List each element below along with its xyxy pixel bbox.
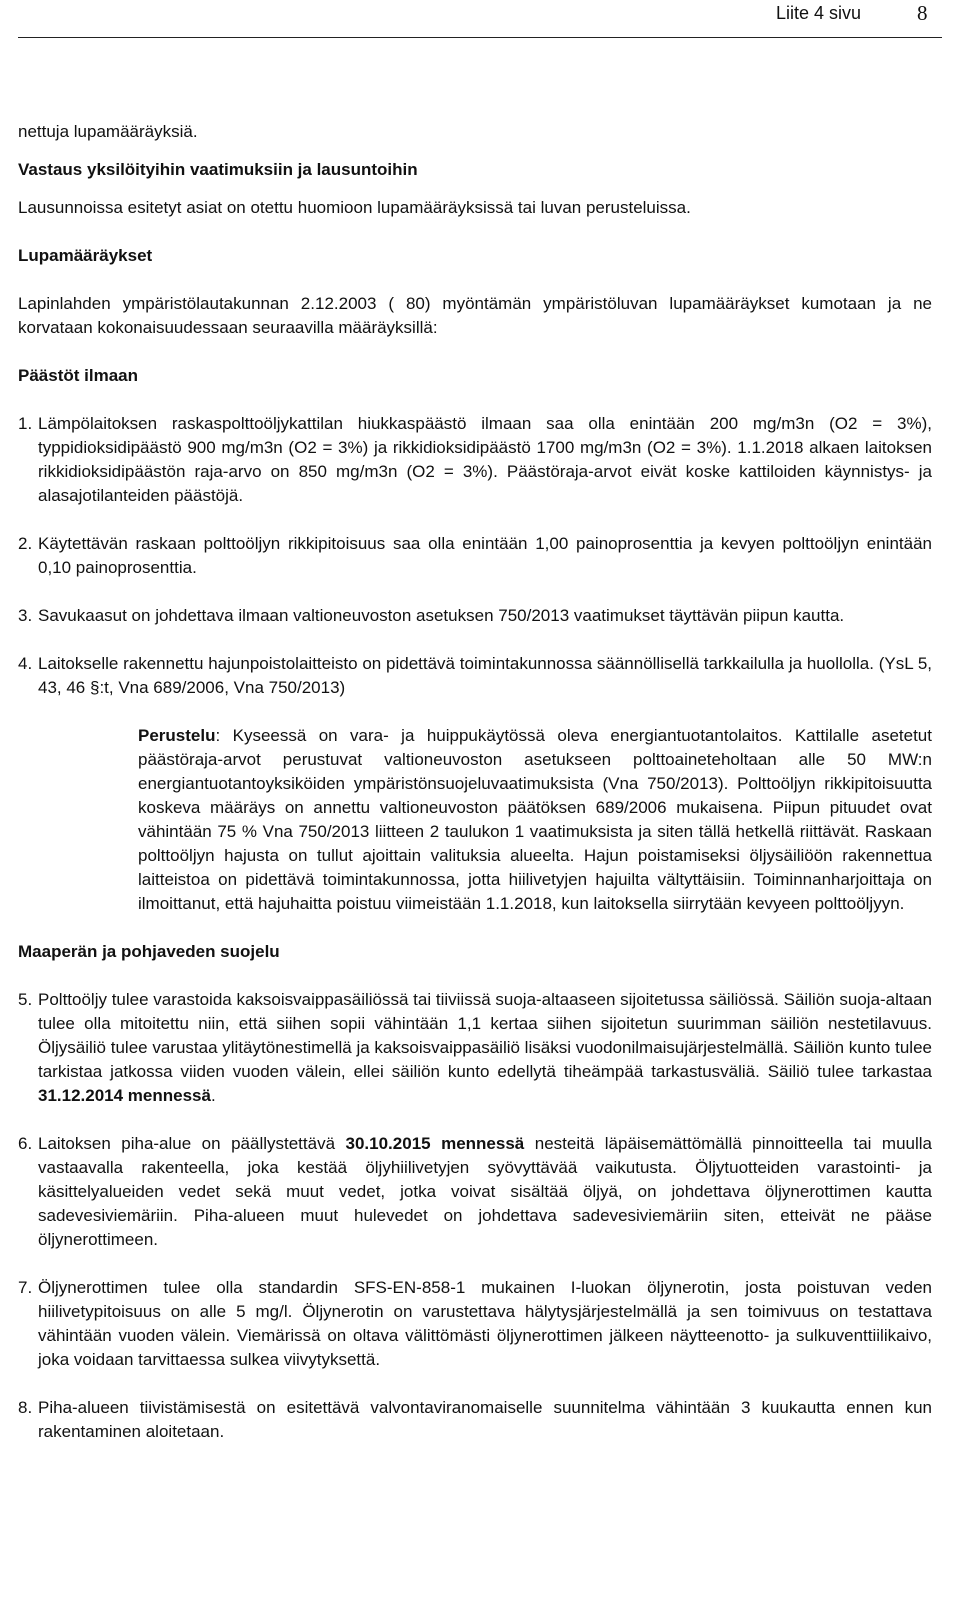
item-number: 7. [18, 1278, 33, 1297]
rationale-text: : Kyseessä on vara- ja huippukäytössä oleva energiantuotantolaitos. Kattilalle asetetut päästöraja-arvot perustuvat valtioneuvoston asetukseen polttoaineteholtaan alle 50 MW:n energiantuotantoyksiköiden ympäristönsuojeluvaatimuksista (Vna 750/2013). Polttoöljyn rikkipitoisuutta koskeva määräys on annettu valtioneuvoston päätöksen 689/2006 mukaisena. Piipun pituudet ovat vähintään 75 % Vna 750/2013 liitteen 2 taulukon 1 vaatimuksista ja siten tällä hetkellä riittävät. Raskaan polttoöljyn hajusta on tullut ajoittain valituksia alueelta. Hajun poistamiseksi öljysäiliöön rakennettua laitteistoa on pidettävä toimintakunnossa, jotta hiilivetyjen hajuilta vältyttäisiin. Toiminnanharjoittaja on ilmoittanut, että hajuhaitta poistuu viimeistään 1.1.2018, kun laitoksella siirrytään kevyeen polttoöljyyn. [138, 726, 932, 913]
item-text-part: . [210, 1086, 216, 1105]
page-number: 8 [917, 1, 928, 25]
responses-paragraph: Lausunnoissa esitetyt asiat on otettu huomioon lupamääräyksissä tai luvan perusteluissa. [18, 198, 691, 217]
item-text-part: Laitoksen piha-alue on päällystettävä [38, 1134, 346, 1153]
heading-soil-groundwater: Maaperän ja pohjaveden suojelu [18, 942, 280, 961]
item-text: Öljynerottimen tulee olla standardin SFS-EN-858-1 mukainen I-luokan öljynerotin, josta poistuvan veden hiilivetypitoisuus on alle 5 mg/l. Öljynerotin on varustettava hälytysjärjestelmällä ja sen toimivuus on testattava vähintään vuoden välein. Viemärissä on oltava välittömästi öljynerottimen jälkeen näytteenotto- ja sulkuventtiilikaivo, joka voidaan tarvittaessa sulkea viivytyksettä. [38, 1278, 932, 1369]
item-text: Savukaasut on johdettava ilmaan valtioneuvoston asetuksen 750/2013 vaatimukset täyttävän piipun kautta. [38, 606, 845, 625]
provision-item-8 [18, 1396, 932, 1444]
header-divider [18, 37, 942, 38]
item-number: 1. [18, 414, 33, 433]
item-number: 5. [18, 990, 33, 1009]
item-text: Laitokselle rakennettu hajunpoistolaitteisto on pidettävä toimintakunnossa säännöllisellä tarkkailulla ja huollolla. (YsL 5, 43, 46 §:t, Vna 689/2006, Vna 750/2013) [38, 654, 932, 697]
rationale-paragraph [138, 724, 932, 916]
heading-responses: Vastaus yksilöityihin vaatimuksiin ja lausuntoihin [18, 160, 418, 179]
provision-item-5 [18, 988, 932, 1108]
item-text-part: Polttoöljy tulee varastoida kaksoisvaippasäiliössä tai tiiviissä suoja-altaaseen sijoitetussa säiliössä. Säiliön suoja-altaan tulee olla mitoitettu niin, että siihen sopii vähintään 1,1 kertaa siihen sijoitetun suurimman säiliön nestetilavuus. Öljysäiliö tulee varustaa ylitäytönestimellä ja kaksoisvaippasäiliö lisäksi vuodonilmaisujärjestelmällä. Säiliön kunto tulee tarkistaa jatkossa viiden vuoden välein, ellei säiliön kunto edellytä tiheämpää tarkastusväliä. Säiliö tulee tarkastaa [38, 990, 932, 1081]
provision-item-7 [18, 1276, 932, 1372]
provision-item-2 [18, 532, 932, 580]
deadline-emphasis: 30.10.2015 mennessä [345, 1134, 525, 1153]
provision-item-1 [18, 412, 932, 508]
provision-item-4 [18, 652, 932, 700]
deadline-emphasis: 31.12.2014 mennessä [38, 1086, 211, 1105]
item-number: 6. [18, 1134, 33, 1153]
heading-air-emissions: Päästöt ilmaan [18, 366, 138, 385]
permit-provisions-paragraph: Lapinlahden ympäristölautakunnan 2.12.2003 ( 80) myöntämän ympäristöluvan lupamääräykset kumotaan ja ne korvataan kokonaisuudessaan seuraavilla määräyksillä: [18, 294, 932, 337]
item-text: Lämpölaitoksen raskaspolttoöljykattilan hiukkaspäästö ilmaan saa olla enintään 200 mg/m3n (O2 = 3%), typpidioksidipäästö 900 mg/m3n (O2 = 3%) ja rikkidioksidipäästö 1700 mg/m3n (O2 = 3%). 1.1.2018 alkaen laitoksen rikkidioksidipäästön raja-arvo on 850 mg/m3n (O2 = 3%). Päästöraja-arvot eivät koske kattiloiden käynnistys- ja alasajotilanteiden päästöjä. [38, 414, 932, 505]
item-number: 2. [18, 534, 33, 553]
item-text [38, 1132, 932, 1252]
document-body [18, 120, 932, 1444]
heading-permit-provisions: Lupamääräykset [18, 246, 153, 265]
provision-item-6 [18, 1132, 932, 1252]
rationale-label: Perustelu [138, 726, 216, 745]
provision-item-3 [18, 604, 932, 628]
item-text-part: nesteitä läpäisemättömällä pinnoitteella tai muulla vastaavalla rakenteella, joka kestää öljyhiilivetyjen syövyttävää vaikutusta. Öljytuotteiden varastointi- ja käsittelyalueiden vedet sekä muut vedet, jotka voivat sisältää öljyä, on johdettava öljynerottimen kautta sadevesiviemäriin. Piha-alueen muut hulevedet on johdettava sadevesiviemäriin siten, etteivät ne pääse öljynerottimeen. [38, 1134, 932, 1249]
item-number: 3. [18, 606, 33, 625]
item-number: 4. [18, 654, 33, 673]
continued-fragment: nettuja lupamääräyksiä. [18, 122, 198, 141]
item-text: Käytettävän raskaan polttoöljyn rikkipitoisuus saa olla enintään 1,00 painoprosenttia ja kevyen polttoöljyn enintään 0,10 painoprosenttia. [38, 534, 932, 577]
item-text [38, 988, 932, 1108]
item-text: Piha-alueen tiivistämisestä on esitettävä valvontaviranomaiselle suunnitelma vähintään 3 kuukautta ennen kun rakentaminen aloitetaan. [38, 1398, 932, 1441]
item-number: 8. [18, 1398, 33, 1417]
attachment-page-label: Liite 4 sivu [776, 3, 862, 23]
